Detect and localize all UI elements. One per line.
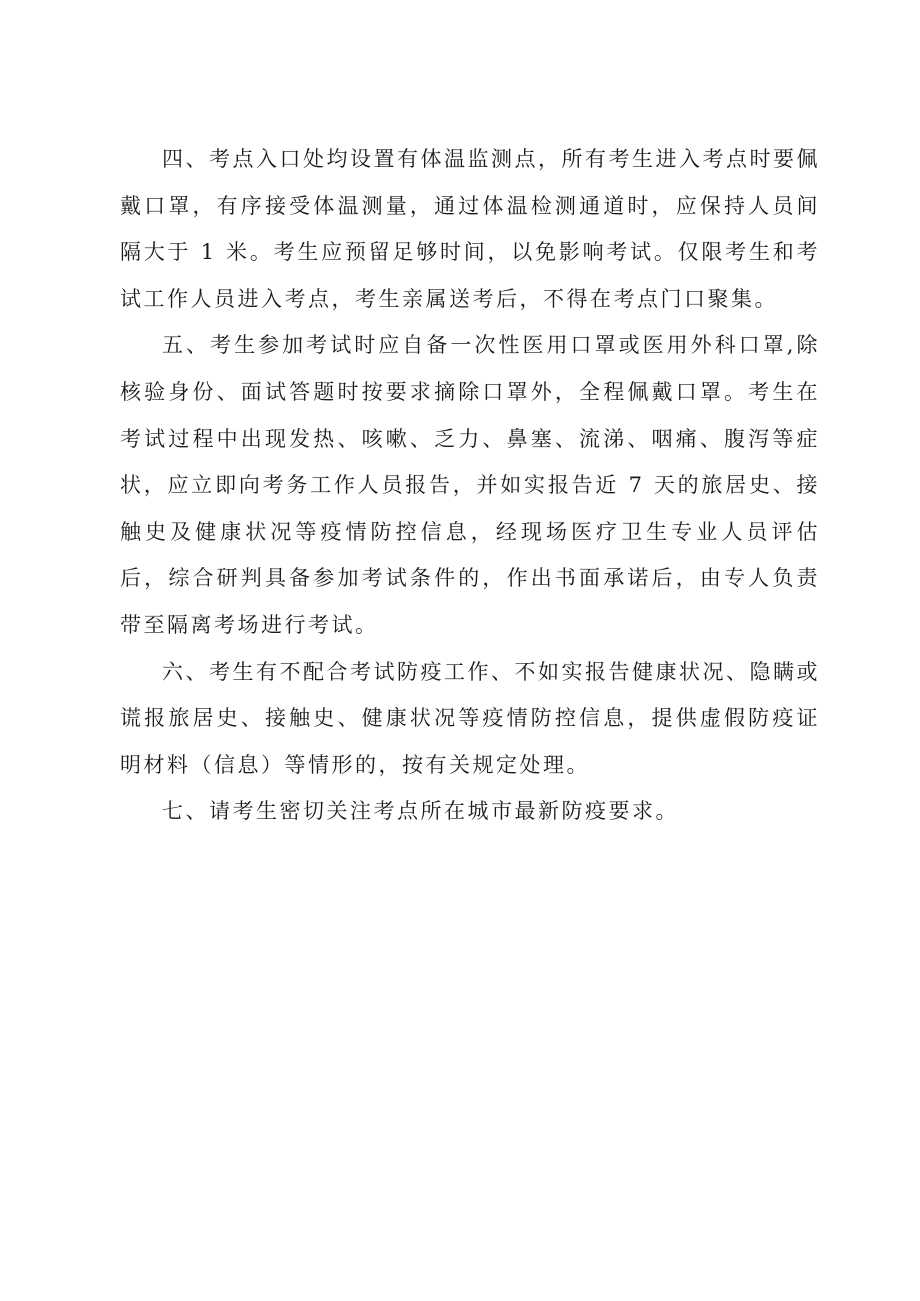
paragraph-item-7: 七、请考生密切关注考点所在城市最新防疫要求。 (162, 799, 679, 824)
paragraph-item-4: 四、考点入口处均设置有体温监测点，所有考生进入考点时要佩戴口罩，有序接受体温测量，通过体温检测通道时，应保持人员间隔大于 1 米。考生应预留足够时间，以免影响考试。仅限考生和考试工作人员进入考点，考生亲属送考后，不得在考点门口聚集。 (120, 147, 820, 311)
document-body (120, 136, 820, 835)
paragraph-item-6: 六、考生有不配合考试防疫工作、不如实报告健康状况、隐瞒或谎报旅居史、接触史、健康状况等疫情防控信息，提供虚假防疫证明材料（信息）等情形的，按有关规定处理。 (120, 659, 820, 777)
paragraph-item-5: 五、考生参加考试时应自备一次性医用口罩或医用外科口罩,除核验身份、面试答题时按要求摘除口罩外，全程佩戴口罩。考生在考试过程中出现发热、咳嗽、乏力、鼻塞、流涕、咽痛、腹泻等症状，应立即向考务工作人员报告，并如实报告近 7 天的旅居史、接触史及健康状况等疫情防控信息，经现场医疗卫生专业人员评估后，综合研判具备参加考试条件的，作出书面承诺后，由专人负责带至隔离考场进行考试。 (120, 333, 820, 637)
